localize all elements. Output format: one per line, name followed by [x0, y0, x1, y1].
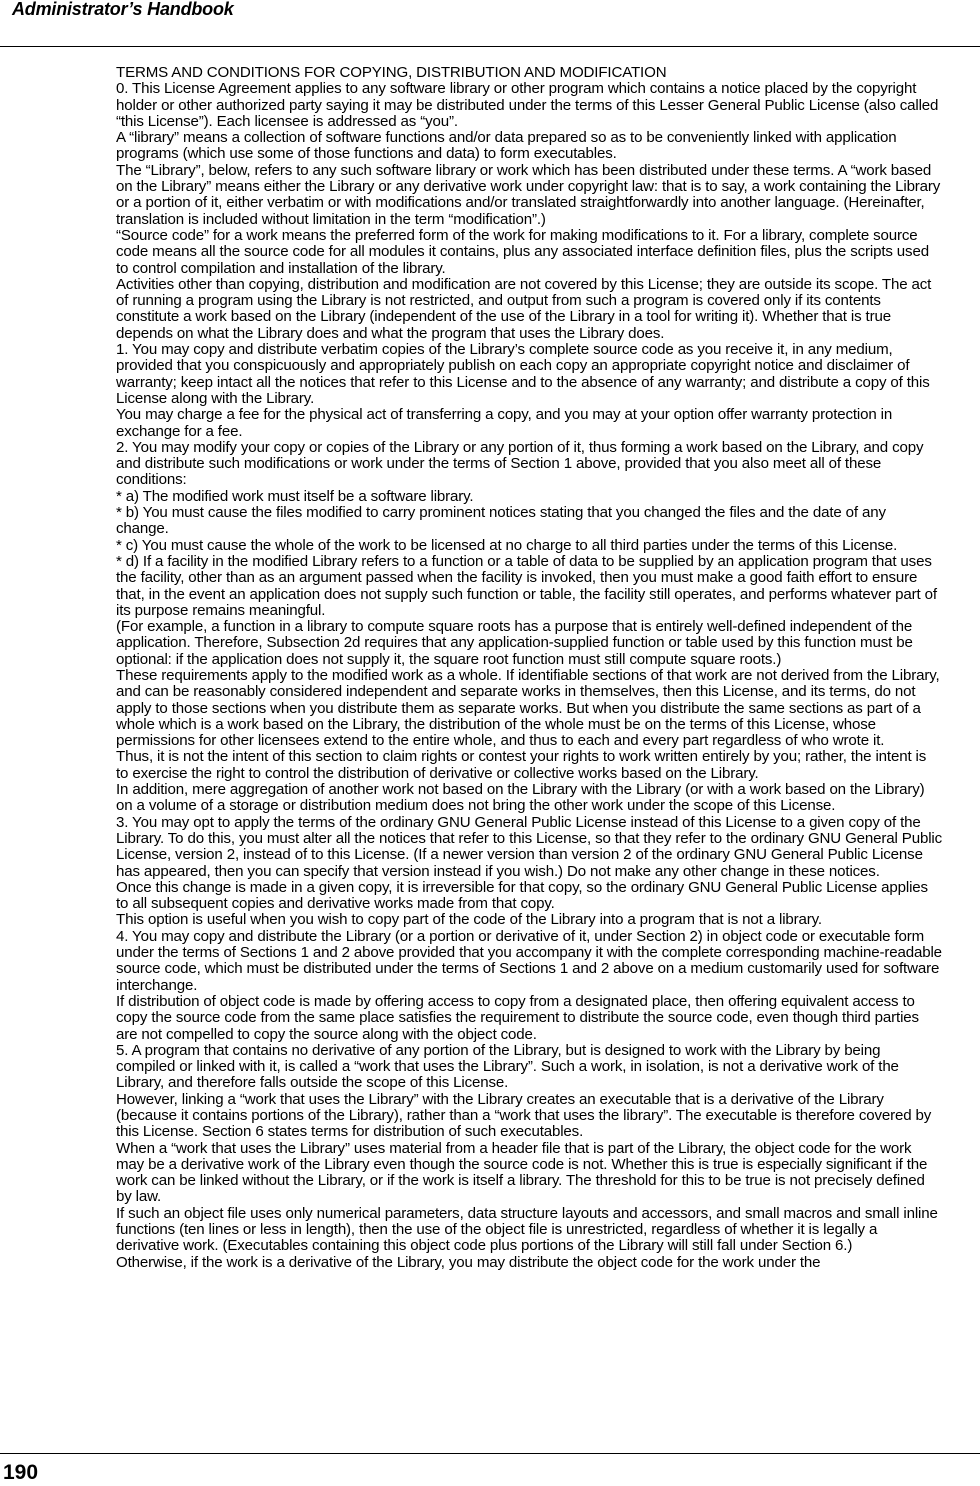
- license-paragraph: Otherwise, if the work is a derivative of the Library, you may distribute the object code for the work under the: [116, 1253, 821, 1271]
- license-paragraph: (For example, a function in a library to compute square roots has a purpose that is entirely well-defined independent of the application. Therefore, Subsection 2d requires that any application-supplied function or table used by this function must be optional: if the application does not supply it, the square root function must still compute square roots.): [116, 618, 913, 668]
- license-paragraph: When a “work that uses the Library” uses material from a header file that is part of the Library, the object code for the work may be a derivative work of the Library even though the source code is not. Whether this is true is especially significant if the work can be linked without the Library, or if the work is itself a library. The threshold for this to be true is not precisely defined by law.: [116, 1139, 928, 1206]
- license-paragraph: * a) The modified work must itself be a software library.: [116, 487, 474, 505]
- license-paragraph: Activities other than copying, distribution and modification are not covered by this License; they are outside its scope. The act of running a program using the Library is not restricted, and output from such a program is covered only if its contents constitute a work based on the Library (independent of the use of the Library in a tool for writing it). Whether that is true depends on what the Library does and what the program that uses the Library does.: [116, 275, 932, 342]
- license-paragraph: The “Library”, below, refers to any such software library or work which has been distributed under these terms. A “work based on the Library” means either the Library or any derivative work under copyright law: that is to say, a work containing the Library or a portion of it, either verbatim or with modifications and/or translated straightforwardly into another language. (Hereinafter, translation is included without limitation in the term “modification”.): [116, 161, 941, 228]
- license-paragraph: 1. You may copy and distribute verbatim copies of the Library’s complete source code as you receive it, in any medium, provided that you conspicuously and appropriately publish on each copy an appropriate copyright notice and disclaimer of warranty; keep intact all the notices that refer to this License and to the absence of any warranty; and distribute a copy of this License along with the Library.: [116, 341, 930, 407]
- license-paragraph: If distribution of object code is made by offering access to copy from a designated place, then offering equivalent access to copy the source code from the same place satisfies the requirement to distribute the source code, even though third parties are not compelled to copy the source along with the object code.: [116, 992, 919, 1043]
- running-header-title: Administrator’s Handbook: [12, 0, 234, 19]
- license-paragraph: However, linking a “work that uses the Library” with the Library creates an executable that is a derivative of the Library (because it contains portions of the Library), rather than a “work that uses the library”. The executable is therefore covered by this License. Section 6 states terms for distribution of such executables.: [116, 1090, 932, 1141]
- license-body-text: [116, 65, 942, 1271]
- license-paragraph: * d) If a facility in the modified Library refers to a function or a table of data to be supplied by an application program that uses the facility, other than as an argument passed when the facility is invoked, then you must make a good faith effort to ensure that, in the event an application does not supply such function or table, the facility still operates, and performs whatever part of its purpose remains meaningful.: [116, 552, 937, 619]
- license-paragraph: 0. This License Agreement applies to any software library or other program which contains a notice placed by the copyright holder or other authorized party saying it may be distributed under the terms of this Lesser General Public License (also called “this License”). Each licensee is addressed as “you”.: [116, 80, 939, 130]
- license-paragraph: A “library” means a collection of software functions and/or data prepared so as to be conveniently linked with application programs (which use some of those functions and data) to form executables.: [116, 129, 897, 163]
- license-paragraph: Thus, it is not the intent of this section to claim rights or contest your rights to work written entirely by you; rather, the intent is to exercise the right to control the distribution of derivative or collective works based on the Library.: [116, 748, 927, 782]
- license-paragraph: 5. A program that contains no derivative of any portion of the Library, but is designed to work with the Library by being compiled or linked with it, is called a “work that uses the Library”. Such a work, in isolation, is not a derivative work of the Library, and therefore falls outside the scope of this License.: [116, 1041, 899, 1092]
- license-paragraph: “Source code” for a work means the preferred form of the work for making modifications to it. For a library, complete source code means all the source code for all modules it contains, plus any associated interface definition files, plus the scripts used to control compilation and installation of the library.: [116, 226, 929, 277]
- license-paragraph: These requirements apply to the modified work as a whole. If identifiable sections of that work are not derived from the Library, and can be reasonably considered independent and separate works in themselves, then this License, and its terms, do not apply to those sections when you distribute them as separate works. But when you distribute the same sections as part of a whole which is a work based on the Library, the distribution of the whole must be on the terms of this License, whose permissions for other licensees extend to the entire whole, and thus to each and every part regardless of who wrote it.: [116, 666, 940, 750]
- page-number: 190: [3, 1461, 39, 1484]
- license-paragraph: 2. You may modify your copy or copies of the Library or any portion of it, thus forming a work based on the Library, and copy and distribute such modifications or work under the terms of Section 1 above, provided that you also meet all of these conditions:: [116, 438, 924, 489]
- license-paragraph: In addition, mere aggregation of another work not based on the Library with the Library (or with a work based on the Library) on a volume of a storage or distribution medium does not bring the other work under the scope of this License.: [116, 781, 925, 815]
- footer-rule: [0, 1453, 980, 1454]
- header-rule: [0, 46, 980, 47]
- license-paragraph: * c) You must cause the whole of the work to be licensed at no charge to all third parties under the terms of this License.: [116, 536, 898, 554]
- license-paragraph: 4. You may copy and distribute the Library (or a portion or derivative of it, under Section 2) in object code or executable form under the terms of Sections 1 and 2 above provided that you accompany it with the complete corresponding machine-readable source code, which must be distributed under the terms of Sections 1 and 2 above on a medium customarily used for software interchange.: [116, 927, 942, 994]
- license-paragraph: If such an object file uses only numerical parameters, data structure layouts and accessors, and small macros and small inline functions (ten lines or less in length), then the use of the object file is unrestricted, regardless of whether it is legally a derivative work. (Executables containing this object code plus portions of the Library will still fall under Section 6.): [116, 1204, 938, 1255]
- license-paragraph: * b) You must cause the files modified to carry prominent notices stating that you changed the files and the date of any change.: [116, 504, 886, 538]
- license-paragraph: Once this change is made in a given copy, it is irreversible for that copy, so the ordinary GNU General Public License applies to all subsequent copies and derivative works made from that copy.: [116, 878, 928, 913]
- license-paragraph: You may charge a fee for the physical act of transferring a copy, and you may at your option offer warranty protection in exchange for a fee.: [116, 406, 893, 440]
- license-paragraph: 3. You may opt to apply the terms of the ordinary GNU General Public License instead of this License to a given copy of the Library. To do this, you must alter all the notices that refer to this License, so that they refer to the ordinary GNU General Public License, version 2, instead of to this License. (If a newer version than version 2 of the ordinary GNU General Public License has appeared, then you can specify that version instead if you wish.) Do not make any other change in these notices.: [116, 813, 942, 880]
- license-paragraph: This option is useful when you wish to copy part of the code of the Library into a program that is not a library.: [116, 911, 822, 929]
- section-heading: TERMS AND CONDITIONS FOR COPYING, DISTRIBUTION AND MODIFICATION: [116, 64, 667, 81]
